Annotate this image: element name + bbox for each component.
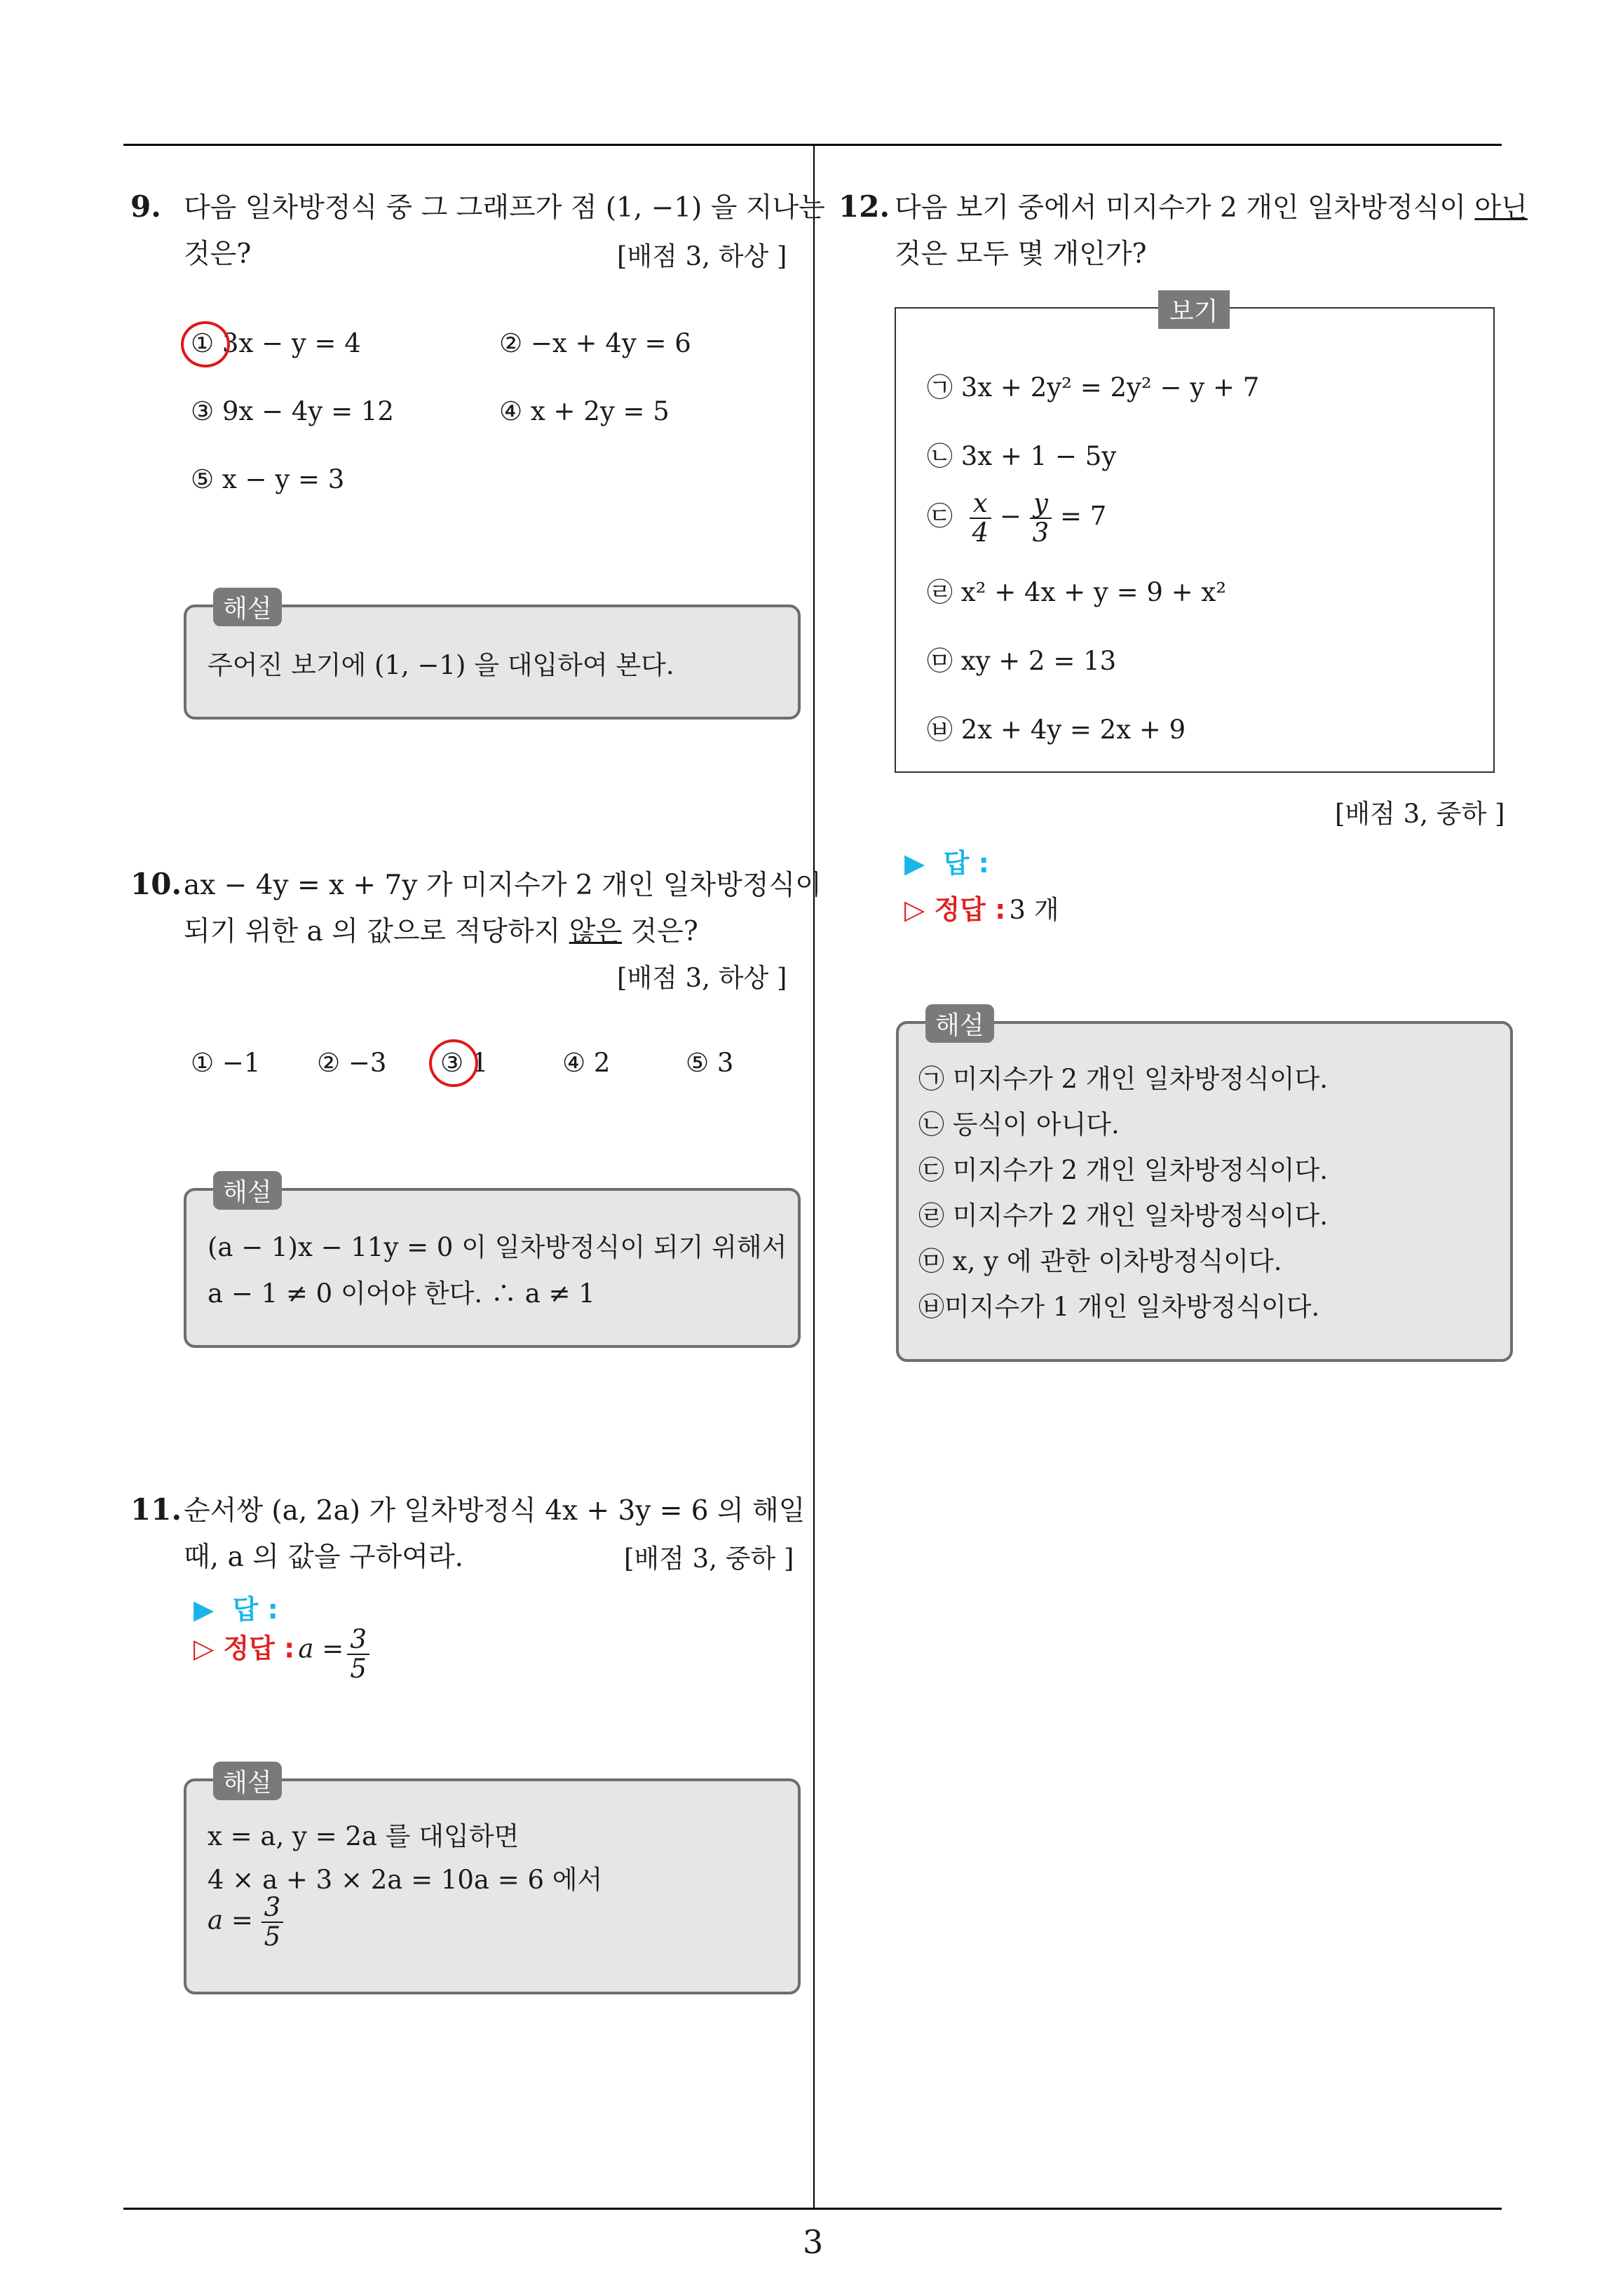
explanation-fraction-line bbox=[208, 1893, 283, 1951]
question-text-part: 것은? bbox=[622, 916, 698, 947]
difficulty-meta: [배점 3, 중하 ] bbox=[624, 1544, 794, 1574]
option-3[interactable]: ③ 9x − 4y = 12 bbox=[191, 396, 394, 426]
question-text-line2: 때, a 의 값을 구하여라. bbox=[184, 1541, 464, 1573]
bogi-item: ㉥ 2x + 4y = 2x + 9 bbox=[927, 715, 1186, 745]
difficulty-meta: [배점 3, 하상 ] bbox=[617, 241, 787, 271]
question-text-line2: 것은? bbox=[184, 238, 252, 270]
column-divider bbox=[813, 144, 815, 2209]
explanation-tag: 해설 bbox=[213, 1762, 282, 1800]
difficulty-meta: [배점 3, 중하 ] bbox=[1335, 799, 1505, 829]
fraction-numerator: 3 bbox=[347, 1626, 369, 1655]
explanation-tag: 해설 bbox=[213, 1171, 282, 1210]
option-4[interactable]: ④ x + 2y = 5 bbox=[499, 396, 670, 426]
question-number: 11. bbox=[130, 1492, 182, 1527]
bogi-fraction-b bbox=[1030, 489, 1052, 547]
fraction-denominator: 5 bbox=[264, 1922, 281, 1952]
explanation-line: ㉣ 미지수가 2 개인 일차방정식이다. bbox=[918, 1201, 1328, 1231]
explanation-box bbox=[184, 1188, 801, 1348]
underlined-word: 않은 bbox=[569, 916, 623, 947]
fraction-numerator: x bbox=[970, 489, 992, 519]
question-text-part: 다음 보기 중에서 미지수가 2 개인 일차방정식이 bbox=[895, 192, 1475, 224]
explanation-line: 주어진 보기에 (1, −1) 을 대입하여 본다. bbox=[208, 650, 674, 680]
bogi-operator: − bbox=[999, 501, 1021, 532]
question-number: 10. bbox=[130, 867, 182, 901]
bogi-rhs: = 7 bbox=[1059, 501, 1107, 532]
question-text-part: 되기 위한 a 의 값으로 적당하지 bbox=[184, 916, 569, 947]
explanation-line: a − 1 ≠ 0 이어야 한다. ∴ a ≠ 1 bbox=[208, 1278, 595, 1309]
explanation-line: ㉢ 미지수가 2 개인 일차방정식이다. bbox=[918, 1155, 1328, 1185]
question-number: 12. bbox=[838, 189, 890, 224]
fraction-prefix: a = bbox=[208, 1905, 253, 1936]
explanation-line: 4 × a + 3 × 2a = 10a = 6 에서 bbox=[208, 1865, 603, 1895]
fraction-denominator: 3 bbox=[1032, 518, 1050, 548]
question-text-line1: ax − 4y = x + 7y 가 미지수가 2 개인 일차방정식이 bbox=[184, 870, 822, 901]
answer-circle-mark bbox=[429, 1039, 478, 1087]
bogi-fraction-a bbox=[970, 489, 992, 547]
fraction-numerator: y bbox=[1030, 489, 1052, 519]
difficulty-meta: [배점 3, 하상 ] bbox=[617, 963, 787, 993]
option-2[interactable]: ② −3 bbox=[317, 1048, 387, 1078]
answer-label: ▶ 답 : bbox=[904, 848, 989, 879]
option-3[interactable]: ③ 1 bbox=[440, 1048, 489, 1078]
explanation-line: ㉤ x, y 에 관한 이차방정식이다. bbox=[918, 1246, 1282, 1276]
option-4[interactable]: ④ 2 bbox=[562, 1048, 611, 1078]
question-text-line1: 다음 일차방정식 중 그 그래프가 점 (1, −1) 을 지나는 bbox=[184, 192, 825, 224]
correct-value: 3 개 bbox=[1009, 895, 1059, 925]
bogi-item: ㉣ x² + 4x + y = 9 + x² bbox=[927, 577, 1227, 607]
question-text-line1 bbox=[895, 185, 1528, 231]
question-text-line2: 것은 모두 몇 개인가? bbox=[895, 238, 1147, 270]
answer-label: ▶ 답 : bbox=[193, 1594, 278, 1625]
explanation-tag: 해설 bbox=[213, 588, 282, 626]
option-2[interactable]: ② −x + 4y = 6 bbox=[499, 328, 691, 358]
bogi-item: ㉠ 3x + 2y² = 2y² − y + 7 bbox=[927, 372, 1260, 403]
option-1[interactable]: ① −1 bbox=[191, 1048, 261, 1078]
bogi-mark: ㉢ bbox=[927, 501, 953, 532]
question-number: 9. bbox=[130, 189, 161, 224]
question-text-line1: 순서쌍 (a, 2a) 가 일차방정식 4x + 3y = 6 의 해일 bbox=[184, 1495, 806, 1527]
explanation-line: ㉥미지수가 1 개인 일차방정식이다. bbox=[918, 1292, 1320, 1322]
top-rule bbox=[123, 144, 1502, 146]
explanation-line: (a − 1)x − 11y = 0 이 일차방정식이 되기 위해서 bbox=[208, 1232, 787, 1262]
explanation-line: x = a, y = 2a 를 대입하면 bbox=[208, 1821, 520, 1851]
bogi-item-fraction bbox=[927, 489, 1106, 547]
correct-answer bbox=[193, 1626, 369, 1683]
bottom-rule bbox=[123, 2208, 1502, 2210]
question-text-line2 bbox=[184, 909, 698, 955]
correct-label: ▷ 정답 : bbox=[193, 1633, 295, 1664]
answer-circle-mark bbox=[181, 321, 230, 367]
bogi-tag: 보기 bbox=[1158, 290, 1230, 329]
page-number: 3 bbox=[803, 2223, 824, 2261]
fraction-denominator: 4 bbox=[972, 518, 989, 548]
bogi-item: ㉡ 3x + 1 − 5y bbox=[927, 441, 1117, 471]
underlined-word: 아닌 bbox=[1474, 192, 1528, 224]
explanation-line: ㉡ 등식이 아니다. bbox=[918, 1109, 1120, 1140]
fraction-denominator: 5 bbox=[350, 1654, 367, 1684]
correct-prefix: a = bbox=[298, 1633, 344, 1664]
correct-fraction bbox=[347, 1626, 369, 1683]
explanation-line: ㉠ 미지수가 2 개인 일차방정식이다. bbox=[918, 1064, 1328, 1094]
option-5[interactable]: ⑤ 3 bbox=[686, 1048, 734, 1078]
explanation-fraction bbox=[262, 1893, 284, 1951]
explanation-tag: 해설 bbox=[925, 1004, 994, 1043]
option-5[interactable]: ⑤ x − y = 3 bbox=[191, 464, 345, 494]
fraction-numerator: 3 bbox=[262, 1893, 284, 1923]
correct-answer bbox=[904, 888, 1059, 926]
correct-label: ▷ 정답 : bbox=[904, 894, 1006, 925]
bogi-item: ㉤ xy + 2 = 13 bbox=[927, 646, 1117, 676]
option-1[interactable]: ① 3x − y = 4 bbox=[191, 328, 361, 358]
